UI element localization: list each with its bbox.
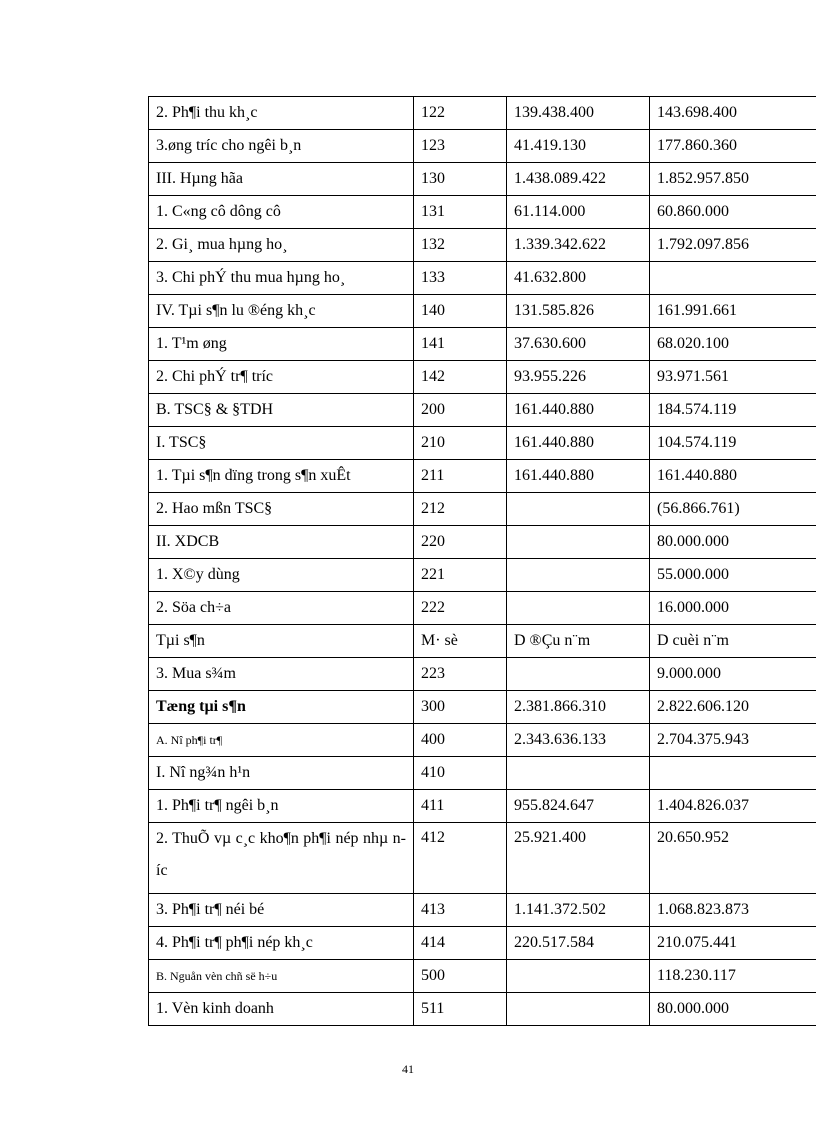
row-start-value: 131.585.826 xyxy=(507,295,650,328)
row-code: 200 xyxy=(414,394,507,427)
row-item-name: 1. Ph¶i tr¶ ngêi b¸n xyxy=(149,790,414,823)
table-row xyxy=(149,691,816,724)
row-item-name: B. TSC§ & §TDH xyxy=(149,394,414,427)
row-start-value: 25.921.400 xyxy=(507,823,650,894)
row-code: 142 xyxy=(414,361,507,394)
row-start-value xyxy=(507,592,650,625)
row-end-value: 80.000.000 xyxy=(650,993,816,1026)
row-code: 130 xyxy=(414,163,507,196)
row-code: 511 xyxy=(414,993,507,1026)
row-end-value xyxy=(650,262,816,295)
table-row xyxy=(149,97,816,130)
row-code: 212 xyxy=(414,493,507,526)
row-end-value: 143.698.400 xyxy=(650,97,816,130)
row-item-name: 2. ThuÕ vµ c¸c kho¶n ph¶i nép nhµ níc xyxy=(149,823,414,894)
row-code: 210 xyxy=(414,427,507,460)
row-code: 122 xyxy=(414,97,507,130)
table-row xyxy=(149,559,816,592)
row-end-value: 16.000.000 xyxy=(650,592,816,625)
row-start-value: 2.343.636.133 xyxy=(507,724,650,757)
row-code: 413 xyxy=(414,894,507,927)
row-start-value: 41.419.130 xyxy=(507,130,650,163)
row-start-value: 1.438.089.422 xyxy=(507,163,650,196)
row-end-value xyxy=(650,757,816,790)
row-end-value: 177.860.360 xyxy=(650,130,816,163)
row-start-value: 139.438.400 xyxy=(507,97,650,130)
row-item-name: 2. Chi phÝ tr¶ tríc xyxy=(149,361,414,394)
row-start-value: 41.632.800 xyxy=(507,262,650,295)
row-code: 222 xyxy=(414,592,507,625)
row-end-value: 93.971.561 xyxy=(650,361,816,394)
table-row xyxy=(149,493,816,526)
row-start-value xyxy=(507,993,650,1026)
row-start-value: 161.440.880 xyxy=(507,427,650,460)
row-start-value: 1.141.372.502 xyxy=(507,894,650,927)
row-start-value xyxy=(507,526,650,559)
row-item-name: I. Nî ng¾n h¹n xyxy=(149,757,414,790)
row-start-value: 955.824.647 xyxy=(507,790,650,823)
table-row xyxy=(149,724,816,757)
table-row xyxy=(149,196,816,229)
table-row xyxy=(149,625,816,658)
row-item-name: 2. Hao mßn TSC§ xyxy=(149,493,414,526)
row-start-value: 161.440.880 xyxy=(507,460,650,493)
row-end-value: 2.822.606.120 xyxy=(650,691,816,724)
row-end-value: 80.000.000 xyxy=(650,526,816,559)
row-start-value xyxy=(507,960,650,993)
table-row xyxy=(149,262,816,295)
row-code: 141 xyxy=(414,328,507,361)
row-code: 211 xyxy=(414,460,507,493)
row-start-value xyxy=(507,757,650,790)
row-item-name: 1. Vèn kinh doanh xyxy=(149,993,414,1026)
row-start-value: 2.381.866.310 xyxy=(507,691,650,724)
table-row xyxy=(149,394,816,427)
row-item-name: 2. Söa ch÷a xyxy=(149,592,414,625)
row-end-value: 1.404.826.037 xyxy=(650,790,816,823)
row-end-value: 1.792.097.856 xyxy=(650,229,816,262)
table-row xyxy=(149,927,816,960)
table-row xyxy=(149,163,816,196)
row-end-value: 210.075.441 xyxy=(650,927,816,960)
row-end-value: 104.574.119 xyxy=(650,427,816,460)
row-end-value: 118.230.117 xyxy=(650,960,816,993)
row-item-name: III. Hµng hãa xyxy=(149,163,414,196)
row-item-name: Tµi s¶n xyxy=(149,625,414,658)
row-start-value: D ®Çu n¨m xyxy=(507,625,650,658)
row-item-name: II. XDCB xyxy=(149,526,414,559)
row-start-value xyxy=(507,658,650,691)
table-row xyxy=(149,757,816,790)
row-start-value xyxy=(507,493,650,526)
row-start-value: 220.517.584 xyxy=(507,927,650,960)
row-code: 140 xyxy=(414,295,507,328)
row-end-value: 68.020.100 xyxy=(650,328,816,361)
table-row xyxy=(149,328,816,361)
row-start-value: 93.955.226 xyxy=(507,361,650,394)
row-item-name: 1. C«ng cô dông cô xyxy=(149,196,414,229)
table-row xyxy=(149,295,816,328)
row-item-name: 1. Tµi s¶n dïng trong s¶n xuÊt xyxy=(149,460,414,493)
row-code: 131 xyxy=(414,196,507,229)
row-code: 410 xyxy=(414,757,507,790)
row-code: 414 xyxy=(414,927,507,960)
table-row xyxy=(149,658,816,691)
row-start-value: 161.440.880 xyxy=(507,394,650,427)
row-code: 411 xyxy=(414,790,507,823)
row-code: M· sè xyxy=(414,625,507,658)
row-item-name: 3. Mua s¾m xyxy=(149,658,414,691)
row-start-value: 1.339.342.622 xyxy=(507,229,650,262)
row-code: 123 xyxy=(414,130,507,163)
table-row xyxy=(149,130,816,163)
row-item-name: IV. Tµi s¶n lu ®éng kh¸c xyxy=(149,295,414,328)
row-end-value: (56.866.761) xyxy=(650,493,816,526)
table-row xyxy=(149,592,816,625)
row-item-name: Tæng tµi s¶n xyxy=(149,691,414,724)
row-end-value: 161.440.880 xyxy=(650,460,816,493)
row-code: 500 xyxy=(414,960,507,993)
balance-sheet-table xyxy=(148,96,816,1026)
row-item-name: 1. X©y dùng xyxy=(149,559,414,592)
row-item-name: 2. Ph¶i thu kh¸c xyxy=(149,97,414,130)
table-row xyxy=(149,960,816,993)
row-item-name: 3. Ph¶i tr¶ néi bé xyxy=(149,894,414,927)
row-code: 412 xyxy=(414,823,507,894)
row-end-value: 2.704.375.943 xyxy=(650,724,816,757)
table-row xyxy=(149,993,816,1026)
row-item-name: B. Nguån vèn chñ së h÷u xyxy=(149,960,414,993)
row-item-name: 3. Chi phÝ thu mua hµng ho¸ xyxy=(149,262,414,295)
row-end-value: 1.852.957.850 xyxy=(650,163,816,196)
row-code: 400 xyxy=(414,724,507,757)
table-row xyxy=(149,823,816,894)
page-number: 41 xyxy=(402,1062,414,1076)
table-row xyxy=(149,460,816,493)
table-row xyxy=(149,427,816,460)
row-item-name: 2. Gi¸ mua hµng ho¸ xyxy=(149,229,414,262)
row-item-name: 3.øng tríc cho ngêi b¸n xyxy=(149,130,414,163)
row-code: 221 xyxy=(414,559,507,592)
row-item-name: 4. Ph¶i tr¶ ph¶i nép kh¸c xyxy=(149,927,414,960)
row-end-value: 20.650.952 xyxy=(650,823,816,894)
row-end-value: D cuèi n¨m xyxy=(650,625,816,658)
table-row xyxy=(149,526,816,559)
row-item-name: 1. T¹m øng xyxy=(149,328,414,361)
table-row xyxy=(149,229,816,262)
row-end-value: 184.574.119 xyxy=(650,394,816,427)
row-code: 132 xyxy=(414,229,507,262)
row-code: 223 xyxy=(414,658,507,691)
row-item-name: I. TSC§ xyxy=(149,427,414,460)
row-end-value: 1.068.823.873 xyxy=(650,894,816,927)
row-end-value: 60.860.000 xyxy=(650,196,816,229)
row-code: 133 xyxy=(414,262,507,295)
row-code: 300 xyxy=(414,691,507,724)
row-start-value: 61.114.000 xyxy=(507,196,650,229)
row-end-value: 9.000.000 xyxy=(650,658,816,691)
row-item-name: A. Nî ph¶i tr¶ xyxy=(149,724,414,757)
table-row xyxy=(149,894,816,927)
row-end-value: 161.991.661 xyxy=(650,295,816,328)
row-start-value: 37.630.600 xyxy=(507,328,650,361)
row-code: 220 xyxy=(414,526,507,559)
table-body xyxy=(149,97,816,1026)
table-row xyxy=(149,361,816,394)
row-start-value xyxy=(507,559,650,592)
table-row xyxy=(149,790,816,823)
row-end-value: 55.000.000 xyxy=(650,559,816,592)
